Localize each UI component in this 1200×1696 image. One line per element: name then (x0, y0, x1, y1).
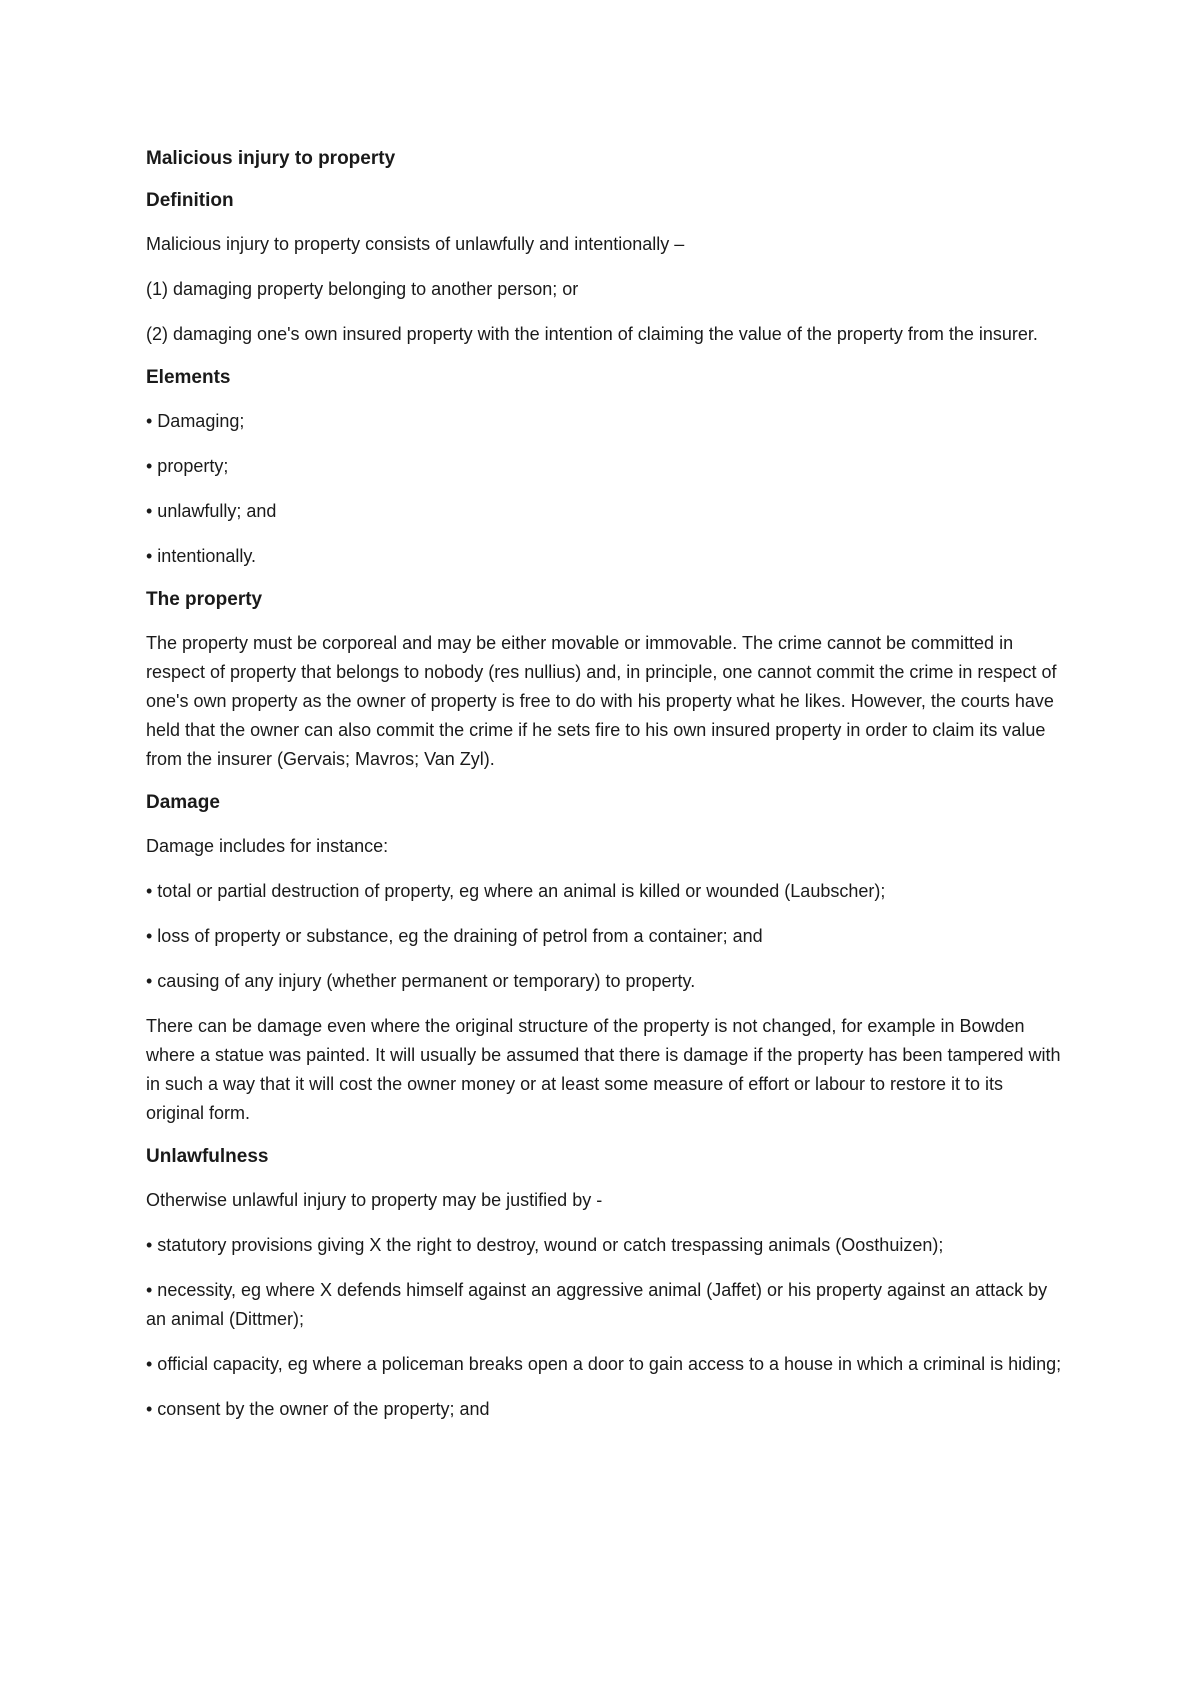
unlawfulness-bullet-4: • consent by the owner of the property; and (146, 1399, 490, 1419)
heading-property: The property (146, 589, 263, 610)
elements-bullet-1: • Damaging; (146, 411, 245, 431)
heading-unlawfulness: Unlawfulness (146, 1146, 269, 1167)
unlawfulness-intro: Otherwise unlawful injury to property may be justified by - (146, 1190, 603, 1210)
damage-bullet-3: • causing of any injury (whether permanent or temporary) to property. (146, 971, 696, 991)
heading-elements: Elements (146, 367, 231, 388)
damage-bullet-2: • loss of property or substance, eg the draining of petrol from a container; and (146, 926, 763, 946)
elements-bullet-3: • unlawfully; and (146, 501, 277, 521)
definition-intro: Malicious injury to property consists of unlawfully and intentionally – (146, 234, 685, 254)
unlawfulness-bullet-1: • statutory provisions giving X the right to destroy, wound or catch trespassing animals (Oosthuizen); (146, 1235, 944, 1255)
heading-damage: Damage (146, 792, 220, 813)
elements-bullet-2: • property; (146, 456, 229, 476)
damage-paragraph: There can be damage even where the original structure of the property is not changed, for example in Bowden where a statue was painted. It will usually be assumed that there is damage if the property has been tampered with in such a way that it will cost the owner money or at least some measure of effort or labour to restore it to its original form. (146, 1016, 1061, 1123)
document-title: Malicious injury to property (146, 148, 396, 169)
document-page (146, 146, 1066, 1440)
elements-bullet-4: • intentionally. (146, 546, 257, 566)
damage-bullet-1: • total or partial destruction of property, eg where an animal is killed or wounded (Laubscher); (146, 881, 886, 901)
definition-item-2: (2) damaging one's own insured property with the intention of claiming the value of the property from the insurer. (146, 324, 1038, 344)
heading-definition: Definition (146, 190, 234, 211)
property-paragraph: The property must be corporeal and may be either movable or immovable. The crime cannot be committed in respect of property that belongs to nobody (res nullius) and, in principle, one cannot commit the crime in respect of one's own property as the owner of property is free to do with his property what he likes. However, the courts have held that the owner can also commit the crime if he sets fire to his own insured property in order to claim its value from the insurer (Gervais; Mavros; Van Zyl). (146, 633, 1057, 769)
definition-item-1: (1) damaging property belonging to another person; or (146, 279, 579, 299)
unlawfulness-bullet-3: • official capacity, eg where a policeman breaks open a door to gain access to a house in which a criminal is hiding; (146, 1354, 1062, 1374)
damage-intro: Damage includes for instance: (146, 836, 389, 856)
unlawfulness-bullet-2: • necessity, eg where X defends himself against an aggressive animal (Jaffet) or his property against an attack by an animal (Dittmer); (146, 1280, 1048, 1329)
